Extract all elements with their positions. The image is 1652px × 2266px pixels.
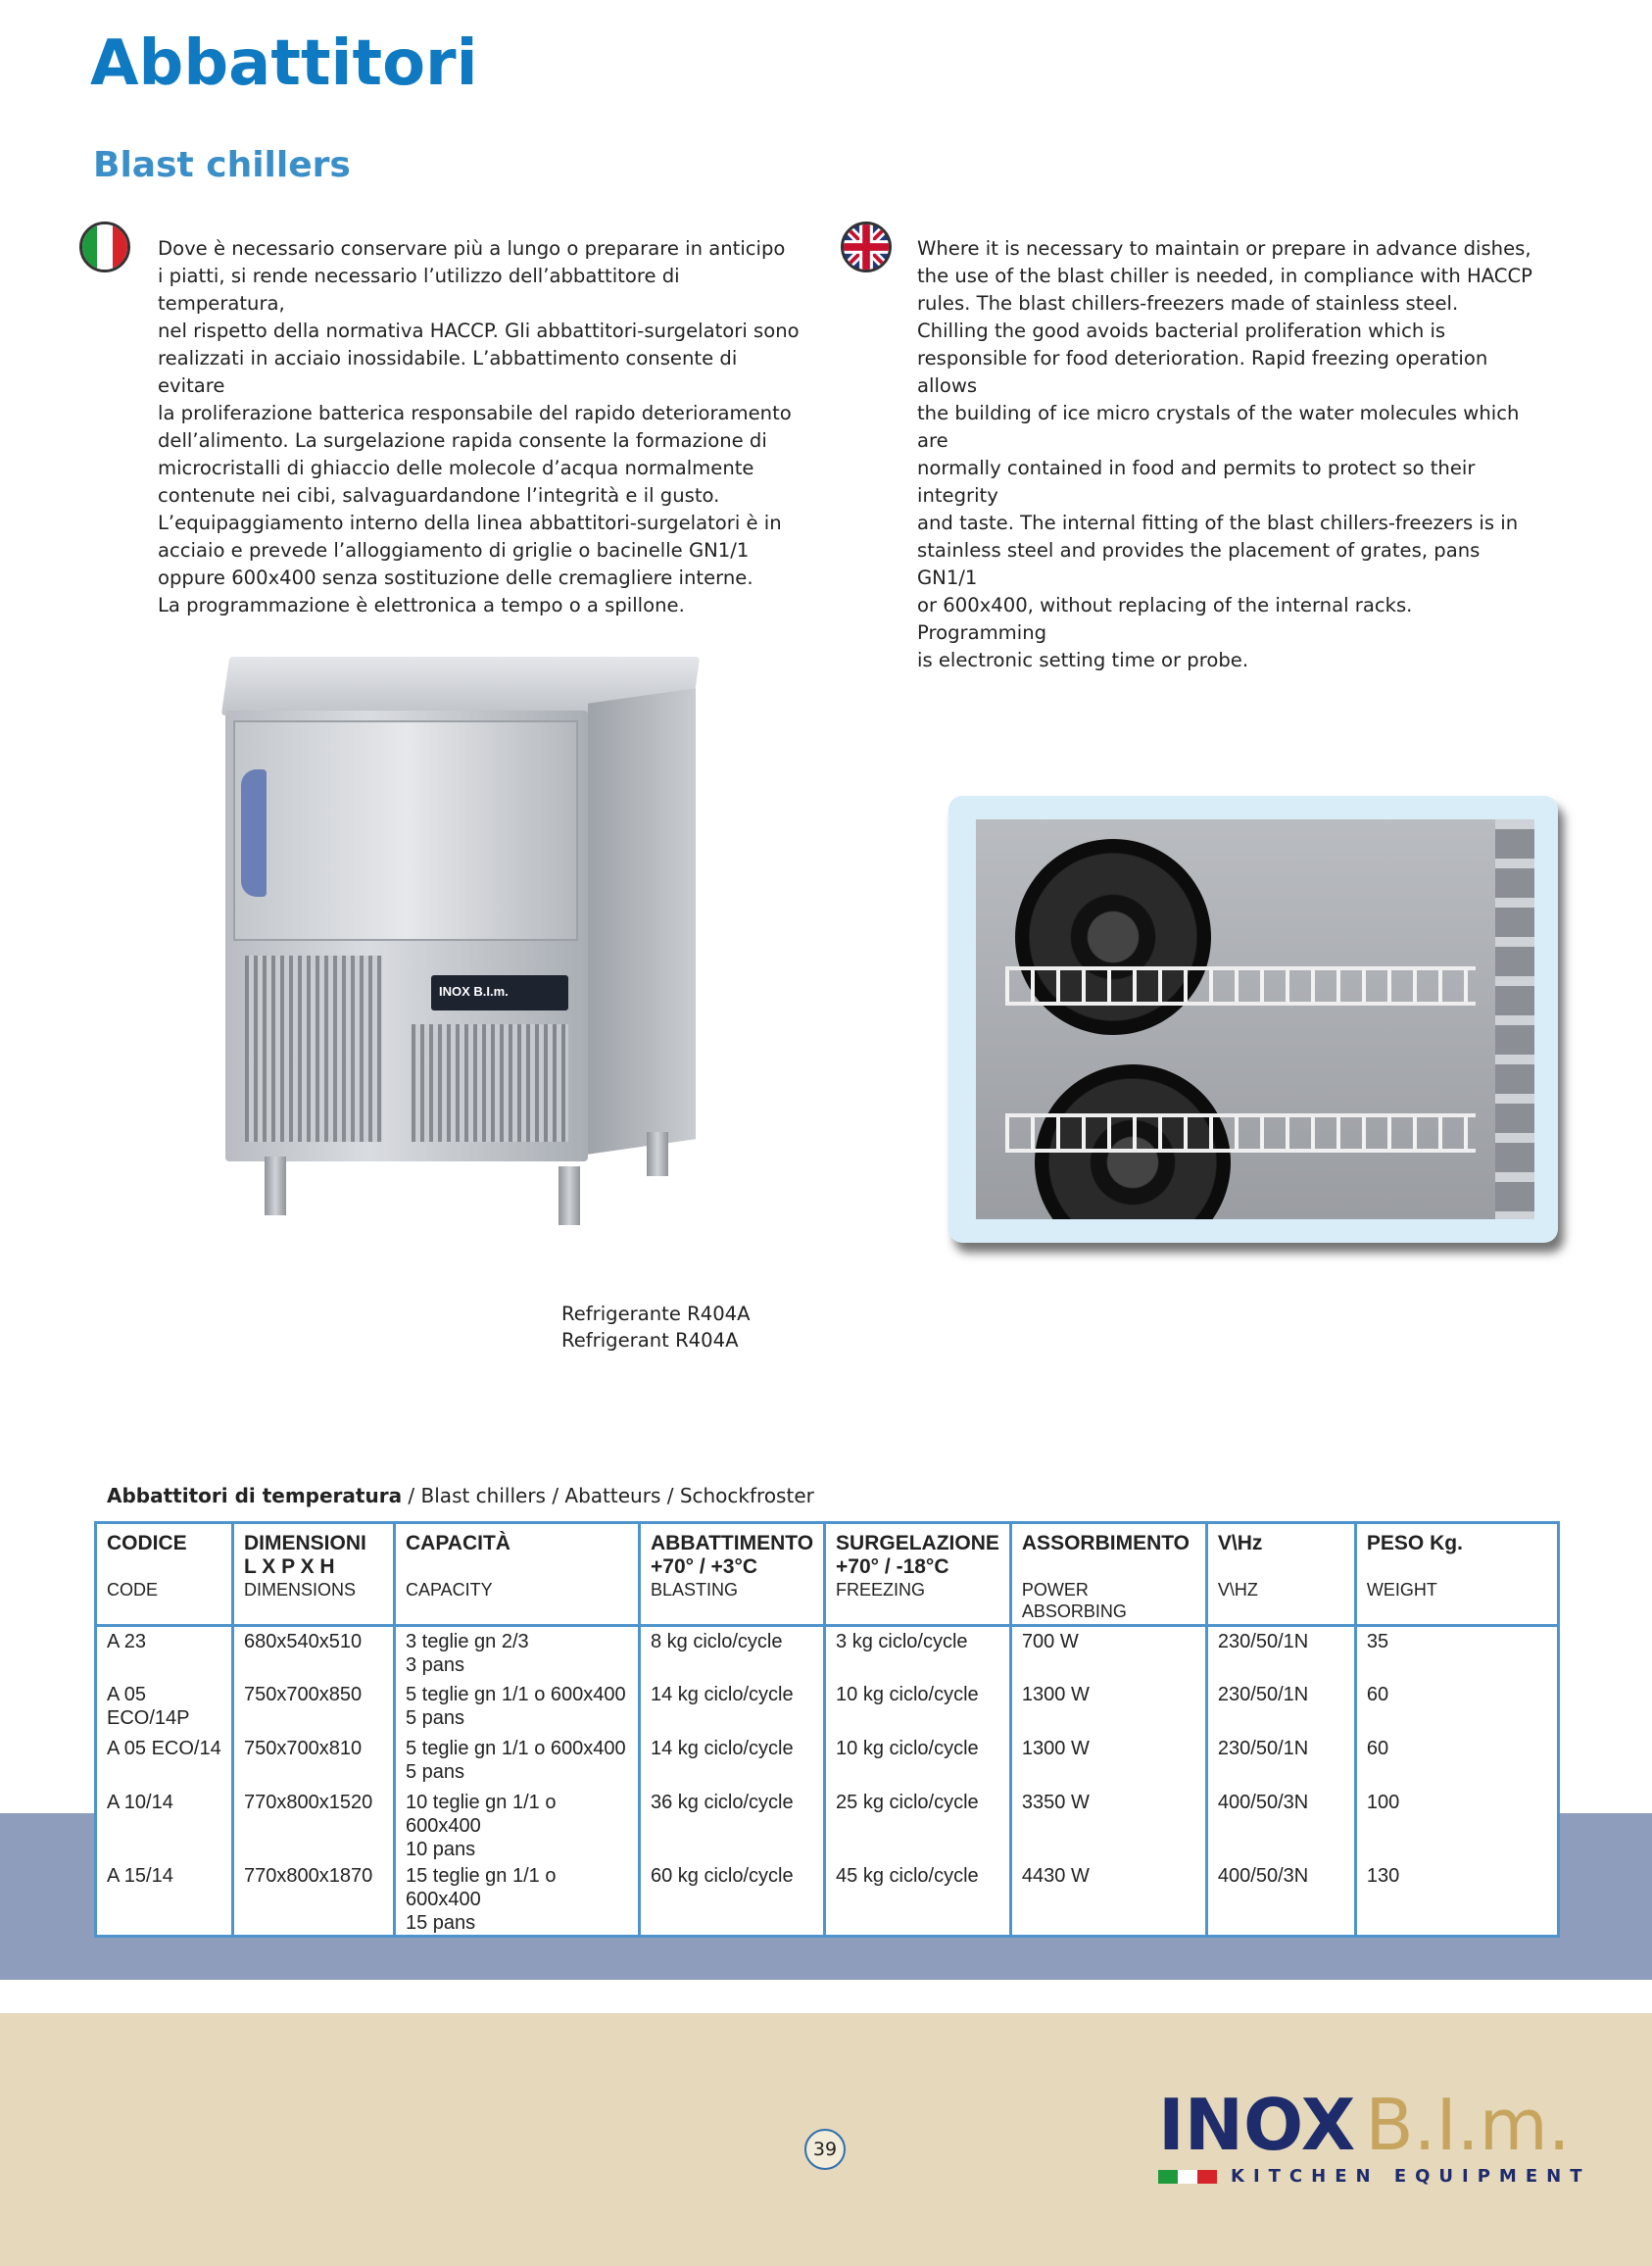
page-number: 39 [804,2129,846,2170]
intro-it-line: acciaio e prevede l’alloggiamento di griglie o bacinelle GN1/1 [158,539,750,562]
cell-power: 700 W [1010,1626,1206,1680]
refrigerant-note [561,1301,751,1354]
column-header-en: V\HZ [1206,1579,1355,1626]
intro-it-line: la proliferazione batterica responsabile del rapido deterioramento [158,402,792,424]
intro-it-line: dell’alimento. La surgelazione rapida consente la formazione di [158,429,767,452]
column-header [640,1523,825,1580]
column-header [96,1523,233,1580]
intro-en-line: is electronic setting time or probe. [917,649,1249,671]
capacity-en: 3 pans [406,1654,465,1676]
cell-freezing: 3 kg ciclo/cycle [825,1626,1011,1680]
column-header-en: POWER ABSORBING [1010,1579,1206,1626]
intro-it-line: oppure 600x400 senza sostituzione delle cremagliere interne. [158,566,753,589]
table-row [96,1734,1559,1788]
column-header-it: CODICE [107,1532,187,1554]
intro-it-line: microcristalli di ghiaccio delle molecole d’acqua normalmente [158,457,754,479]
column-header-it: L X P X H [244,1555,335,1578]
cell-weight: 60 [1355,1734,1558,1788]
cell-voltage: 230/50/1N [1206,1626,1355,1680]
column-header [395,1523,640,1580]
capacity-en: 10 pans [406,1838,476,1860]
table-row [96,1861,1559,1937]
logo-inox: INOX [1158,2084,1356,2166]
column-header-it: SURGELAZIONE [836,1532,999,1554]
capacity-it: 5 teglie gn 1/1 o 600x400 [406,1737,626,1759]
column-header [1206,1523,1355,1580]
intro-en-line: Chilling the good avoids bacterial proliferation which is [917,320,1446,342]
column-header [233,1523,395,1580]
cell-code: A 10/14 [96,1788,233,1861]
page-title: Abbattitori [90,27,478,100]
cell-capacity [395,1680,640,1734]
cell-capacity [395,1626,640,1680]
intro-en-line: Where it is necessary to maintain or prepare in advance dishes, [917,237,1531,260]
table-title [107,1484,814,1507]
cell-blasting: 8 kg ciclo/cycle [640,1626,825,1680]
cell-dimensions: 770x800x1870 [233,1861,395,1937]
cell-freezing: 10 kg ciclo/cycle [825,1680,1011,1734]
column-header-en: WEIGHT [1355,1579,1558,1626]
refrigerant-it: Refrigerante R404A [561,1303,751,1325]
intro-en-line: responsible for food deterioration. Rapid freezing operation allows [917,347,1488,397]
capacity-en: 5 pans [406,1706,465,1729]
table-title-bold: Abbattitori di temperatura [107,1484,403,1507]
refrigerant-en: Refrigerant R404A [561,1329,739,1352]
cell-capacity [395,1788,640,1861]
cell-blasting: 14 kg ciclo/cycle [640,1680,825,1734]
page-subtitle: Blast chillers [93,145,351,185]
column-header-it: V\Hz [1217,1532,1263,1554]
table-row [96,1788,1559,1861]
product-brand-label: INOX B.I.m. [439,984,509,999]
intro-it-line: L’equipaggiamento interno della linea abbattitori-surgelatori è in [158,512,782,534]
column-header-it: ABBATTIMENTO [651,1532,814,1554]
intro-en-line: normally contained in food and permits to protect so their integrity [917,457,1476,507]
column-header [1010,1523,1206,1580]
control-panel [431,975,568,1010]
cell-dimensions: 750x700x810 [233,1734,395,1788]
interior-photo [948,796,1558,1243]
column-header-en: DIMENSIONS [233,1579,395,1626]
cell-code: A 15/14 [96,1861,233,1937]
cell-capacity [395,1861,640,1937]
intro-it-line: realizzati in acciaio inossidabile. L’abbattimento consente di evitare [158,347,738,397]
specifications-table [94,1521,1560,1938]
column-header-it: DIMENSIONI [244,1532,366,1554]
cell-freezing: 45 kg ciclo/cycle [825,1861,1011,1937]
cell-code: A 23 [96,1626,233,1680]
cell-power: 1300 W [1010,1680,1206,1734]
door-handle-icon [241,769,267,897]
cell-voltage: 230/50/1N [1206,1680,1355,1734]
uk-flag-icon [841,222,892,272]
cell-power: 3350 W [1010,1788,1206,1861]
intro-en-line: rules. The blast chillers-freezers made of stainless steel. [917,292,1459,315]
column-header-it: ASSORBIMENTO [1021,1532,1190,1554]
intro-en-line: the building of ice micro crystals of the water molecules which are [917,402,1520,452]
intro-en-line: stainless steel and provides the placement of grates, pans GN1/1 [917,539,1481,589]
intro-en-line: and taste. The internal fitting of the blast chillers-freezers is in [917,512,1519,534]
intro-en-line: the use of the blast chiller is needed, in compliance with HACCP [917,265,1532,287]
intro-it-line: contenute nei cibi, salvaguardandone l’integrità e il gusto. [158,484,720,507]
column-header-en: CAPACITY [395,1579,640,1626]
column-header-en: CODE [96,1579,233,1626]
column-header-it: PESO Kg. [1366,1532,1463,1554]
cell-power: 1300 W [1010,1734,1206,1788]
blast-chiller-product-image [186,637,735,1206]
intro-it-line: i piatti, si rende necessario l’utilizzo dell’abbattitore di temperatura, [158,265,680,315]
cell-power: 4430 W [1010,1861,1206,1937]
capacity-en: 15 pans [406,1911,476,1934]
cell-capacity [395,1734,640,1788]
capacity-it: 15 teglie gn 1/1 o 600x400 [406,1864,557,1910]
cell-freezing: 25 kg ciclo/cycle [825,1788,1011,1861]
cell-code: A 05 ECO/14P [96,1680,233,1734]
cell-voltage: 400/50/3N [1206,1861,1355,1937]
column-header [1355,1523,1558,1580]
cell-blasting: 14 kg ciclo/cycle [640,1734,825,1788]
table-title-rest: / Blast chillers / Abatteurs / Schockfroster [402,1484,814,1507]
intro-it-line: nel rispetto della normativa HACCP. Gli abbattitori-surgelatori sono [158,320,800,342]
capacity-it: 3 teglie gn 2/3 [406,1631,529,1652]
column-header [825,1523,1011,1580]
intro-it-line: Dove è necessario conservare più a lungo o preparare in anticipo [158,237,786,260]
capacity-it: 5 teglie gn 1/1 o 600x400 [406,1683,626,1705]
cell-code: A 05 ECO/14 [96,1734,233,1788]
logo-flag-icon [1158,2170,1217,2184]
cell-weight: 100 [1355,1788,1558,1861]
table-row [96,1680,1559,1734]
intro-it-line: La programmazione è elettronica a tempo o a spillone. [158,594,685,616]
italian-flag-icon [79,222,130,272]
column-header-en: BLASTING [640,1579,825,1626]
cell-dimensions: 770x800x1520 [233,1788,395,1861]
column-header-it: +70° / +3°C [651,1555,758,1578]
cell-blasting: 36 kg ciclo/cycle [640,1788,825,1861]
capacity-it: 10 teglie gn 1/1 o 600x400 [406,1791,557,1837]
cell-weight: 35 [1355,1626,1558,1680]
column-header-en: FREEZING [825,1579,1011,1626]
cell-dimensions: 680x540x510 [233,1626,395,1680]
cell-voltage: 230/50/1N [1206,1734,1355,1788]
capacity-en: 5 pans [406,1760,465,1783]
cell-weight: 60 [1355,1680,1558,1734]
intro-text-italian [158,235,804,619]
column-header-it: +70° / -18°C [836,1555,949,1578]
brand-logo [1158,2084,1591,2187]
logo-blm: B.I.m. [1365,2084,1571,2166]
logo-tagline: KITCHEN EQUIPMENT [1231,2166,1591,2187]
cell-freezing: 10 kg ciclo/cycle [825,1734,1011,1788]
intro-en-line: or 600x400, without replacing of the internal racks. Programming [917,594,1413,644]
cell-weight: 130 [1355,1861,1558,1937]
cell-blasting: 60 kg ciclo/cycle [640,1861,825,1937]
column-header-it: CAPACITÀ [406,1532,510,1554]
cell-dimensions: 750x700x850 [233,1680,395,1734]
cell-voltage: 400/50/3N [1206,1788,1355,1861]
table-row [96,1626,1559,1680]
intro-text-english [917,235,1544,674]
